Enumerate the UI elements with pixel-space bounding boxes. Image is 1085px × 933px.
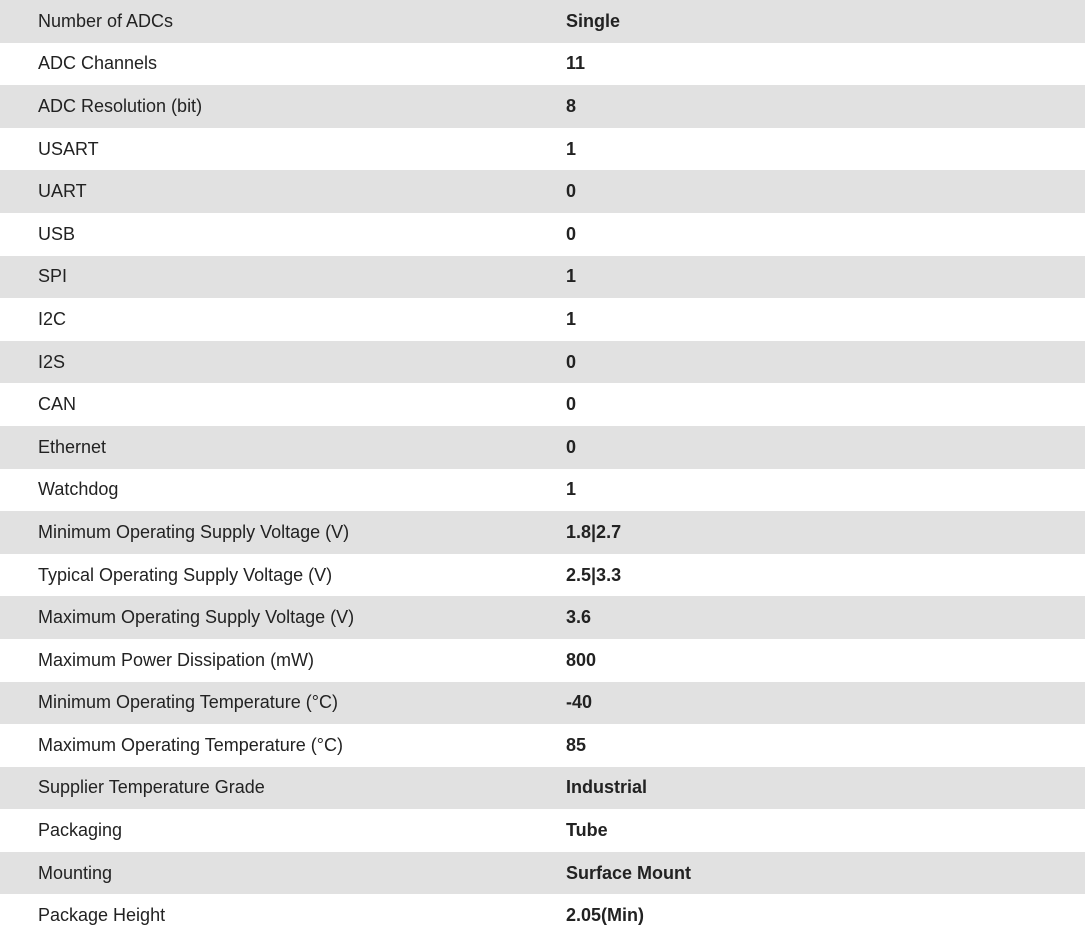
spec-row-min-temperature <box>0 682 1085 725</box>
spec-label: Supplier Temperature Grade <box>38 777 265 798</box>
spec-value: 0 <box>566 181 577 202</box>
spec-value: Industrial <box>566 777 648 798</box>
spec-value: Surface Mount <box>566 862 692 883</box>
spec-value: 0 <box>566 351 577 372</box>
spec-label: Maximum Operating Temperature (°C) <box>38 734 343 755</box>
spec-row-uart <box>0 170 1085 213</box>
spec-label: I2C <box>38 308 67 329</box>
spec-value: 1 <box>566 479 577 500</box>
spec-value: 1 <box>566 266 577 287</box>
spec-row-packaging <box>0 809 1085 852</box>
spec-row-max-temperature <box>0 724 1085 767</box>
spec-row-adc-channels <box>0 43 1085 86</box>
spec-row-can <box>0 383 1085 426</box>
spec-row-usb <box>0 213 1085 256</box>
spec-value: Tube <box>566 820 608 841</box>
spec-value: 0 <box>566 436 577 457</box>
spec-row-typ-supply-voltage <box>0 554 1085 597</box>
spec-label: UART <box>38 181 87 202</box>
spec-label: Packaging <box>38 820 123 841</box>
spec-row-mounting <box>0 852 1085 895</box>
spec-label: USART <box>38 138 99 159</box>
spec-label: Mounting <box>38 862 113 883</box>
spec-label: Number of ADCs <box>38 10 174 31</box>
spec-label: Maximum Power Dissipation (mW) <box>38 649 315 670</box>
spec-value: 2.05(Min) <box>566 905 645 926</box>
spec-row-max-supply-voltage <box>0 596 1085 639</box>
spec-value: 2.5|3.3 <box>566 564 622 585</box>
spec-value: 1.8|2.7 <box>566 521 622 542</box>
spec-row-i2s <box>0 341 1085 384</box>
spec-row-min-supply-voltage <box>0 511 1085 554</box>
spec-row-usart <box>0 128 1085 171</box>
spec-row-i2c <box>0 298 1085 341</box>
spec-value: 11 <box>566 53 586 74</box>
spec-value: Single <box>566 10 621 31</box>
spec-label: ADC Resolution (bit) <box>38 95 203 116</box>
spec-value: 1 <box>566 308 577 329</box>
spec-value: 8 <box>566 95 577 116</box>
spec-row-max-power-dissipation <box>0 639 1085 682</box>
spec-label: CAN <box>38 394 77 415</box>
spec-row-adc-resolution <box>0 85 1085 128</box>
spec-label: Minimum Operating Temperature (°C) <box>38 692 338 713</box>
spec-label: I2S <box>38 351 66 372</box>
spec-label: Watchdog <box>38 479 119 500</box>
spec-label: Ethernet <box>38 436 107 457</box>
spec-row-temperature-grade <box>0 767 1085 810</box>
spec-label: Maximum Operating Supply Voltage (V) <box>38 607 355 628</box>
spec-value: 1 <box>566 138 577 159</box>
spec-row-watchdog <box>0 469 1085 512</box>
spec-row-package-height <box>0 894 1085 933</box>
spec-value: 85 <box>566 734 587 755</box>
spec-value: 3.6 <box>566 607 592 628</box>
spec-row-spi <box>0 256 1085 299</box>
spec-value: 0 <box>566 223 577 244</box>
spec-label: USB <box>38 223 76 244</box>
spec-label: Typical Operating Supply Voltage (V) <box>38 564 333 585</box>
spec-value: 800 <box>566 649 597 670</box>
spec-label: Package Height <box>38 905 166 926</box>
spec-label: Minimum Operating Supply Voltage (V) <box>38 521 350 542</box>
spec-row-ethernet <box>0 426 1085 469</box>
spec-label: ADC Channels <box>38 53 158 74</box>
spec-value: 0 <box>566 394 577 415</box>
spec-value: -40 <box>566 692 593 713</box>
spec-row-number-of-adcs <box>0 0 1085 43</box>
spec-label: SPI <box>38 266 68 287</box>
